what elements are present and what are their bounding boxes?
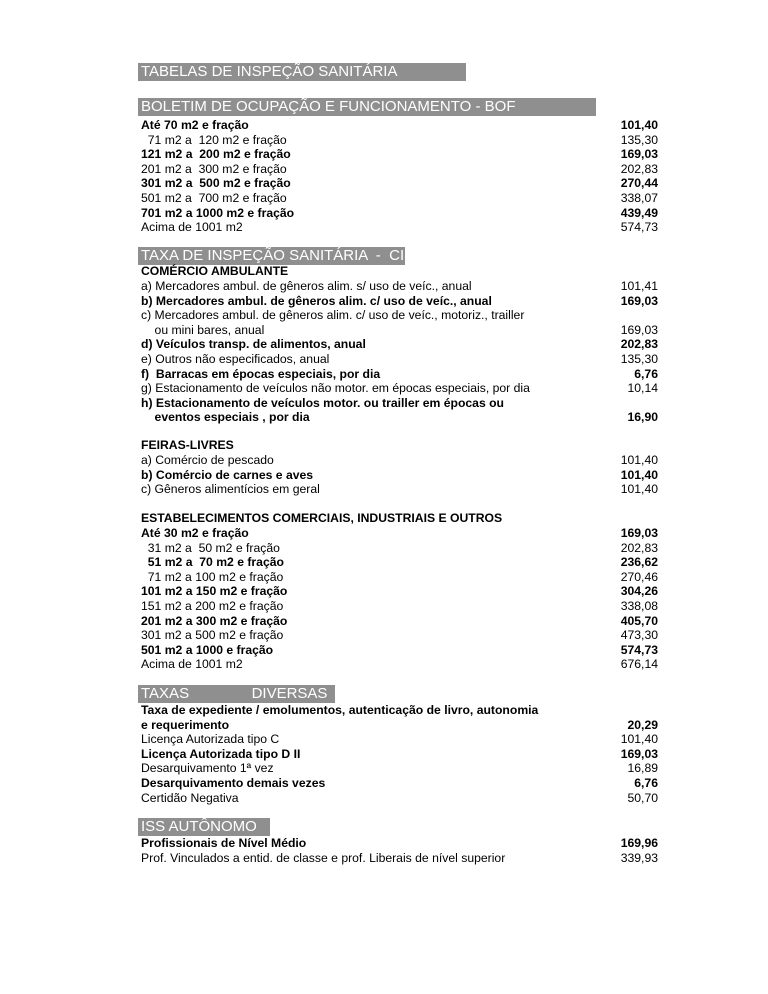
row-value: 304,26	[620, 584, 658, 599]
row-value: 405,70	[620, 613, 658, 628]
table-row	[141, 176, 658, 191]
table-row	[141, 367, 658, 382]
table-row	[141, 396, 658, 411]
row-label: 51 m2 a 70 m2 e fração	[141, 555, 284, 570]
table-row	[141, 381, 658, 396]
row-label: 71 m2 a 100 m2 e fração	[141, 569, 284, 584]
row-value: 270,46	[620, 569, 658, 584]
row-label: Desarquivamento 1ª vez	[141, 761, 274, 776]
row-value: 574,73	[620, 220, 658, 235]
table-row	[141, 482, 658, 497]
row-value: 6,76	[634, 776, 658, 790]
table-row	[141, 851, 658, 866]
table-row	[141, 628, 658, 643]
feiras-title: FEIRAS-LIVRES	[141, 438, 234, 452]
row-label: 701 m2 a 1000 m2 e fração	[141, 205, 295, 220]
row-label: c) Gêneros alimentícios em geral	[141, 482, 320, 497]
row-value: 338,07	[620, 191, 658, 205]
row-value: 439,49	[620, 205, 658, 220]
row-value: 574,73	[620, 642, 658, 657]
table-row	[141, 570, 658, 585]
row-value: 169,03	[620, 322, 658, 337]
row-value: 169,03	[620, 147, 658, 162]
table-row	[141, 599, 658, 614]
row-value: 473,30	[620, 628, 658, 643]
row-value: 101,41	[620, 279, 658, 293]
row-value: 16,90	[627, 410, 658, 425]
table-row	[141, 191, 658, 206]
row-label: e) Outros não especificados, anual	[141, 352, 330, 366]
iss-header: ISS AUTÔNOMO	[138, 818, 270, 836]
row-value: 16,89	[627, 761, 658, 776]
table-row	[141, 220, 658, 235]
row-label: h) Estacionamento de veículos motor. ou trailler em épocas ou	[141, 395, 505, 410]
table-row	[141, 206, 658, 221]
row-value: 202,83	[620, 540, 658, 555]
row-label: Acima de 1001 m2	[141, 657, 243, 672]
ambulante-title: COMÉRCIO AMBULANTE	[141, 264, 289, 278]
table-row	[141, 747, 658, 762]
row-label: Profissionais de Nível Médio	[141, 836, 307, 850]
row-value: 169,03	[620, 526, 658, 540]
row-label: Licença Autorizada tipo D II	[141, 746, 301, 761]
row-value: 169,03	[620, 746, 658, 761]
estab-title: ESTABELECIMENTOS COMERCIAIS, INDUSTRIAIS E OUTROS	[141, 511, 503, 525]
row-value: 101,40	[620, 732, 658, 747]
row-value: 169,03	[620, 293, 658, 308]
bof-header: BOLETIM DE OCUPAÇÃO E FUNCIONAMENTO - BOF	[138, 98, 596, 116]
table-row	[141, 657, 658, 672]
table-row	[141, 584, 658, 599]
row-value: 338,08	[620, 599, 658, 613]
row-label: ou mini bares, anual	[141, 322, 265, 337]
row-label: Acima de 1001 m2	[141, 220, 243, 235]
table-row	[141, 791, 658, 806]
row-value: 101,40	[620, 467, 658, 482]
row-value: 236,62	[620, 555, 658, 570]
row-label: 301 m2 a 500 m2 e fração	[141, 176, 291, 191]
table-row	[141, 526, 658, 541]
table-row	[141, 323, 658, 338]
table-row	[141, 352, 658, 367]
row-value: 202,83	[620, 161, 658, 176]
row-label: Licença Autorizada tipo C	[141, 732, 280, 747]
table-row	[141, 761, 658, 776]
row-value: 270,44	[620, 176, 658, 191]
table-row	[141, 614, 658, 629]
table-row	[141, 836, 658, 851]
row-label: e requerimento	[141, 717, 230, 732]
row-value: 10,14	[627, 381, 658, 396]
row-value: 101,40	[620, 118, 658, 132]
table-row	[141, 147, 658, 162]
row-label: Até 30 m2 e fração	[141, 526, 249, 540]
row-label: Desarquivamento demais vezes	[141, 776, 326, 790]
table-row	[141, 776, 658, 791]
row-label: b) Mercadores ambul. de gêneros alim. c/ uso de veíc., anual	[141, 293, 492, 308]
row-label: 501 m2 a 700 m2 e fração	[141, 191, 287, 205]
cis-header: TAXA DE INSPEÇÃO SANITÁRIA - CIS	[138, 247, 405, 265]
table-row	[141, 555, 658, 570]
table-row	[141, 337, 658, 352]
row-label: 301 m2 a 500 m2 e fração	[141, 628, 284, 643]
row-label: f) Barracas em épocas especiais, por dia	[141, 366, 381, 381]
table-row	[141, 162, 658, 177]
row-label: 71 m2 a 120 m2 e fração	[141, 132, 287, 147]
row-label: b) Comércio de carnes e aves	[141, 467, 314, 482]
row-label: a) Comércio de pescado	[141, 453, 274, 467]
row-label: Prof. Vinculados a entid. de classe e prof. Liberais de nível superior	[141, 850, 506, 865]
row-label: eventos especiais , por dia	[141, 410, 310, 425]
row-label: 151 m2 a 200 m2 e fração	[141, 599, 284, 613]
row-label: d) Veículos transp. de alimentos, anual	[141, 337, 366, 352]
row-label: 201 m2 a 300 m2 e fração	[141, 613, 288, 628]
row-value: 20,29	[627, 717, 658, 732]
row-value: 101,40	[620, 482, 658, 497]
table-row	[141, 643, 658, 658]
row-label: 101 m2 a 150 m2 e fração	[141, 584, 288, 599]
row-label: 201 m2 a 300 m2 e fração	[141, 161, 287, 176]
table-row	[141, 718, 658, 733]
table-row	[141, 133, 658, 148]
row-label: 121 m2 a 200 m2 e fração	[141, 147, 291, 162]
row-value: 135,30	[620, 352, 658, 366]
diversas-header: TAXAS DIVERSAS	[138, 685, 335, 703]
row-label: a) Mercadores ambul. de gêneros alim. s/ uso de veíc., anual	[141, 279, 472, 293]
row-value: 676,14	[620, 657, 658, 672]
row-label: Certidão Negativa	[141, 790, 239, 805]
table-row	[141, 118, 658, 133]
table-row	[141, 732, 658, 747]
row-label: Taxa de expediente / emolumentos, autenticação de livro, autonomia	[141, 703, 539, 717]
page-title: TABELAS DE INSPEÇÃO SANITÁRIA	[138, 63, 466, 81]
row-value: 101,40	[620, 453, 658, 467]
row-label: g) Estacionamento de veículos não motor. em épocas especiais, por dia	[141, 381, 530, 396]
row-value: 135,30	[620, 132, 658, 147]
row-value: 339,93	[620, 850, 658, 865]
row-value: 6,76	[634, 366, 658, 381]
table-row	[141, 308, 658, 323]
table-row	[141, 468, 658, 483]
row-value: 202,83	[620, 337, 658, 352]
row-label: Até 70 m2 e fração	[141, 118, 249, 132]
table-row	[141, 703, 658, 718]
table-row	[141, 410, 658, 425]
row-value: 50,70	[627, 790, 658, 805]
table-row	[141, 279, 658, 294]
row-label: c) Mercadores ambul. de gêneros alim. c/ uso de veíc., motoriz., trailler	[141, 308, 525, 323]
row-value: 169,96	[620, 836, 658, 850]
table-row	[141, 294, 658, 309]
row-label: 31 m2 a 50 m2 e fração	[141, 540, 280, 555]
table-row	[141, 453, 658, 468]
row-label: 501 m2 a 1000 e fração	[141, 642, 274, 657]
table-row	[141, 541, 658, 556]
